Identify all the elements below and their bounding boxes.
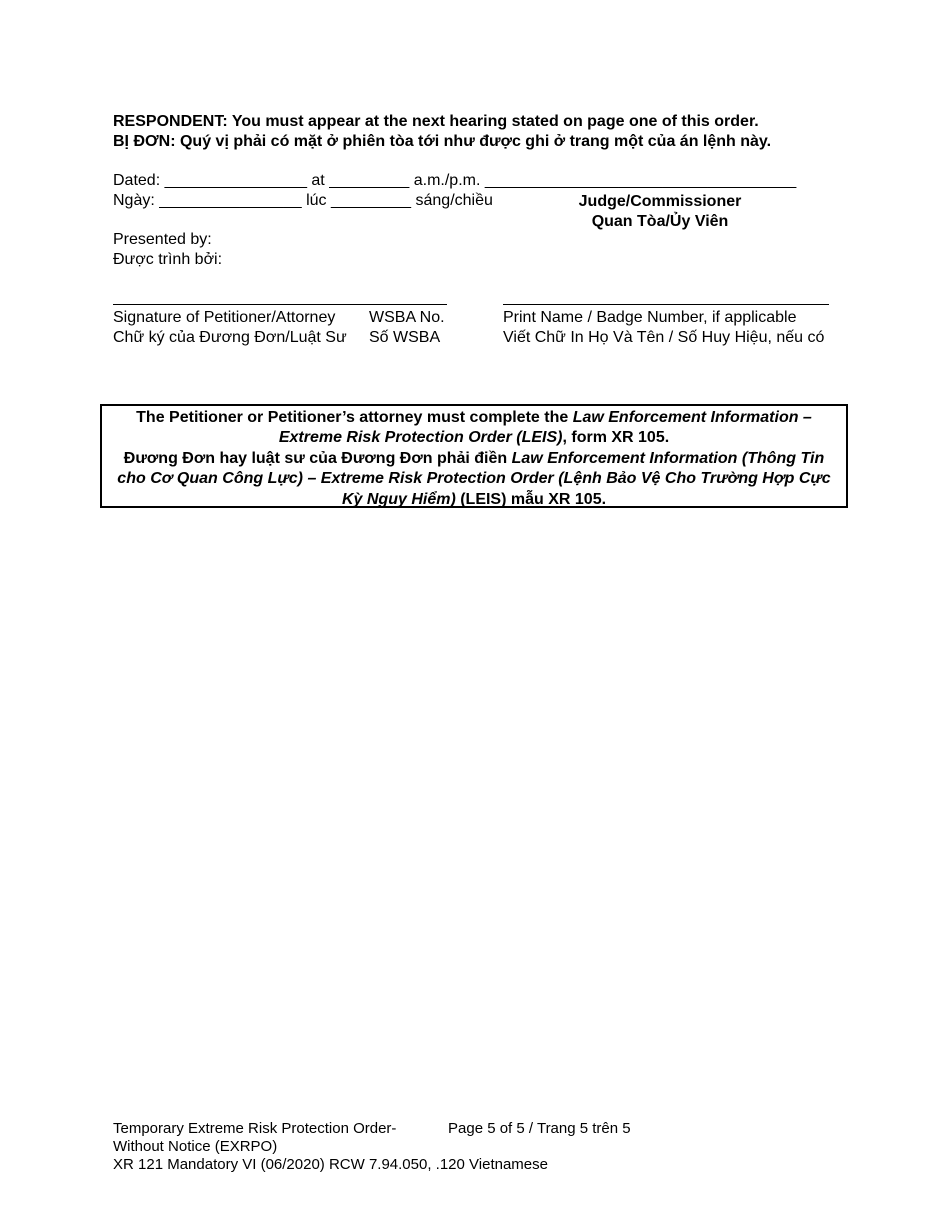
leis-requirement-vi (108, 449, 840, 510)
leis-requirement-box (100, 404, 848, 508)
leis-vi-pre: Đương Đơn hay luật sư của Đương Đơn phải điền (123, 449, 512, 467)
footer-form-title-line2: Without Notice (EXRPO) (113, 1138, 278, 1155)
petitioner-signature-label-vi: Chữ ký của Đương Đơn/Luật Sư (113, 329, 347, 346)
footer-page-number: Page 5 of 5 / Trang 5 trên 5 (448, 1120, 631, 1137)
leis-vi-form-title: Law Enforcement Information (Thông Tin cho Cơ Quan Công Lực) – Extreme Risk Protection Order (Lệnh Bảo Vệ Cho Trường Hợp Cực Kỳ Nguy Hiểm) (117, 449, 831, 508)
respondent-notice (113, 112, 853, 152)
presented-by-label-vi: Được trình bởi: (113, 251, 223, 268)
judge-title-en: Judge/Commissioner (578, 193, 742, 210)
print-name-label-vi: Viết Chữ In Họ Và Tên / Số Huy Hiệu, nếu có (503, 329, 825, 346)
leis-requirement-en (108, 408, 840, 449)
leis-en-form-title: Law Enforcement Information – Extreme Risk Protection Order (LEIS) (278, 409, 812, 447)
presented-by-label-en: Presented by: (113, 231, 212, 248)
dated-line-en: Dated: ________________ at _________ a.m./p.m. ___________________________________ (113, 172, 797, 189)
dated-line-vi: Ngày: ________________ lúc _________ sáng/chiều (113, 192, 493, 209)
leis-en-post: , form XR 105. (562, 429, 670, 447)
leis-en-pre: The Petitioner or Petitioner’s attorney must complete the (136, 409, 573, 426)
footer-form-code: XR 121 Mandatory VI (06/2020) RCW 7.94.050, .120 Vietnamese (113, 1156, 548, 1173)
petitioner-signature-line (113, 304, 447, 305)
leis-vi-post: (LEIS) mẫu XR 105. (455, 490, 607, 508)
wsba-number-label-vi: Số WSBA (369, 329, 441, 346)
judge-title-vi: Quan Tòa/Ủy Viên (591, 213, 729, 230)
wsba-number-label-en: WSBA No. (369, 309, 445, 326)
footer-form-title-line1: Temporary Extreme Risk Protection Order- (113, 1120, 397, 1137)
petitioner-signature-label-en: Signature of Petitioner/Attorney (113, 309, 336, 326)
respondent-notice-vi: BỊ ĐƠN: Quý vị phải có mặt ở phiên tòa tới như được ghi ở trang một của án lệnh này. (113, 133, 772, 150)
respondent-notice-en: RESPONDENT: You must appear at the next hearing stated on page one of this order. (113, 113, 759, 130)
print-name-line (503, 304, 829, 305)
judge-title-block (520, 192, 800, 232)
print-name-label-en: Print Name / Badge Number, if applicable (503, 309, 797, 326)
